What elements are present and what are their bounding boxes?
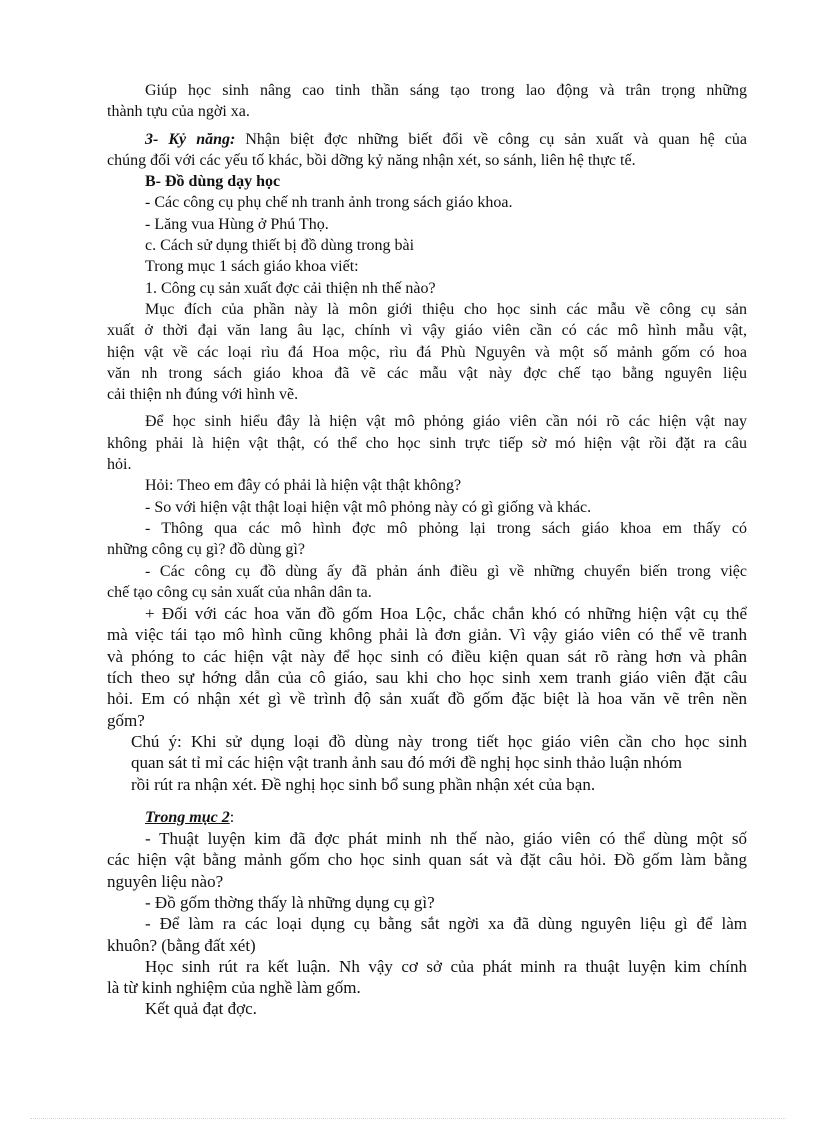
- paragraph-line: nguyên liệu nào?: [107, 871, 224, 891]
- page-bottom-divider: [30, 1118, 786, 1119]
- paragraph-line: xuất ở thời đại văn lang âu lạc, chính vì vậy giáo viên cần có các mô hình mẫu vật,: [107, 322, 747, 340]
- skills-label: 3- Kỷ năng:: [145, 130, 236, 148]
- paragraph-line: thành tựu của ngời xa.: [107, 103, 250, 121]
- paragraph-line: Để học sinh hiểu đây là hiện vật mô phỏng giáo viên cần nói rõ các hiện vật nay: [145, 413, 747, 431]
- section-2-label: Trong mục 2: [145, 808, 230, 826]
- paragraph-line: các hiện vật bằng mảnh gốm cho học sinh quan sát và đặt câu hỏi. Đồ gốm làm bằng: [107, 850, 747, 870]
- paragraph-line: Kết quả đạt đợc.: [145, 999, 257, 1019]
- paragraph-line: Mục đích của phần này là môn giới thiệu cho học sinh các mẫu về công cụ sản: [145, 300, 747, 318]
- paragraph-line: + Đối với các hoa văn đồ gốm Hoa Lộc, chắc chắn khó có những hiện vật cụ thể: [145, 604, 747, 624]
- paragraph-line: - Thuật luyện kim đã đợc phát minh nh thế nào, giáo viên có thể dùng một số: [145, 829, 747, 849]
- paragraph-line: cải thiện nh đúng với hình vẽ.: [107, 386, 299, 404]
- question-line: chế tạo công cụ sản xuất của nhân dân ta.: [107, 583, 372, 601]
- paragraph-line: Giúp học sinh nâng cao tinh thần sáng tạo trong lao động và trân trọng những: [145, 82, 747, 99]
- note-line: quan sát tỉ mỉ các hiện vật tranh ảnh sau đó mới đề nghị học sinh thảo luận nhóm: [131, 753, 682, 773]
- document-page: [107, 80, 747, 1020]
- paragraph-line: hiện vật về các loại rìu đá Hoa mộc, rìu đá Phù Nguyên và một số mảnh gốm có hoa: [107, 343, 747, 361]
- paragraph-line: chúng đối với các yếu tố khác, bồi dỡng kỷ năng nhận xét, so sánh, liên hệ thực tế.: [107, 151, 636, 169]
- question-line: - Đồ gốm thờng thấy là những dụng cụ gì?: [145, 892, 435, 912]
- note-line: Chú ý: Khi sử dụng loại đồ dùng này trong tiết học giáo viên cần cho học sinh: [131, 731, 747, 751]
- paragraph-line: Trong mục 1 sách giáo khoa viết:: [145, 258, 359, 276]
- question-line: những công cụ gì? đồ dùng gì?: [107, 541, 305, 559]
- paragraph-line: mà việc tái tạo mô hình cũng không phải là đơn giản. Vì vậy giáo viên có thể vẽ tranh: [107, 625, 747, 645]
- skills-line: [107, 129, 747, 150]
- paragraph-line: hỏi. Em có nhận xét gì về trình độ sản xuất đồ gốm đặc biệt là hoa văn vẽ trên nền: [107, 689, 747, 709]
- section-2-heading: [107, 807, 747, 828]
- list-item: - Lăng vua Hùng ở Phú Thọ.: [145, 215, 329, 233]
- question-line: - Thông qua các mô hình đợc mô phỏng lại trong sách giáo khoa em thấy có: [145, 519, 747, 537]
- paragraph-line: không phải là hiện vật thật, có thể cho học sinh trực tiếp sờ mó hiện vật rồi đặt ra câu: [107, 434, 747, 452]
- paragraph-line: 1. Công cụ sản xuất đợc cải thiện nh thế nào?: [145, 279, 436, 297]
- paragraph-line: văn nh trong sách giáo khoa đã vẽ các mẫu vật này đợc chế tạo bằng nguyên liệu: [107, 364, 747, 382]
- section-2-colon: :: [229, 808, 235, 826]
- paragraph-line: hỏi.: [107, 456, 132, 474]
- section-heading-b: B- Đồ dùng dạy học: [145, 173, 281, 191]
- question-line: khuôn? (bằng đất xét): [107, 935, 256, 955]
- question-line: - Để làm ra các loại dụng cụ bằng sắt ngời xa đã dùng nguyên liệu gì để làm: [145, 914, 747, 934]
- paragraph-line: Học sinh rút ra kết luận. Nh vậy cơ sở của phát minh ra thuật luyện kim chính: [145, 956, 747, 976]
- question-line: - So với hiện vật thật loại hiện vật mô phỏng này có gì giống và khác.: [145, 498, 592, 516]
- list-item: c. Cách sử dụng thiết bị đồ dùng trong bài: [145, 237, 415, 255]
- paragraph-line: gốm?: [107, 710, 145, 730]
- paragraph-line: và phóng to các hiện vật này để học sinh có điều kiện quan sát rõ ràng hơn và phân: [107, 646, 747, 666]
- question-line: Hỏi: Theo em đây có phải là hiện vật thật không?: [145, 477, 462, 495]
- paragraph-line: tích theo sự hớng dẫn của cô giáo, sau khi cho học sinh xem tranh giáo viên đặt câu: [107, 668, 747, 688]
- note-line: rồi rút ra nhận xét. Đề nghị học sinh bổ sung phần nhận xét của bạn.: [131, 774, 596, 794]
- paragraph-line: là từ kinh nghiệm của nghề làm gốm.: [107, 978, 361, 998]
- list-item: - Các công cụ phụ chế nh tranh ảnh trong sách giáo khoa.: [145, 194, 513, 212]
- skills-text: Nhận biệt đợc những biết đổi về công cụ sản xuất và quan hệ của: [235, 130, 747, 148]
- question-line: - Các công cụ đồ dùng ấy đã phản ánh điều gì về những chuyển biến trong việc: [145, 562, 747, 580]
